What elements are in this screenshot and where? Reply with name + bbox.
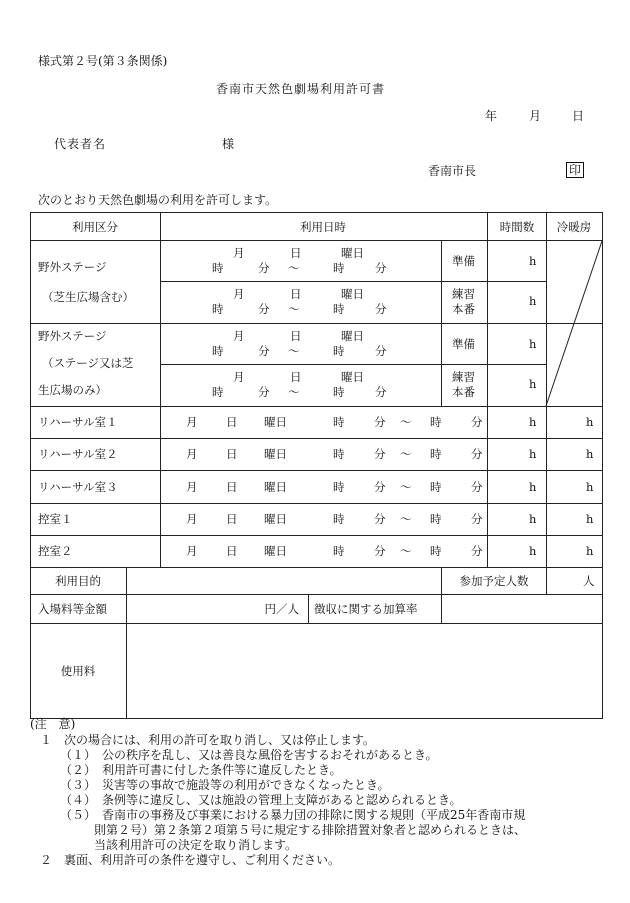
svg-text:月: 月 — [233, 329, 245, 343]
purpose-label: 利用目的 — [55, 574, 101, 588]
note-1-item-2: （２） 利用許可書に付した条件等に違反したとき。 — [60, 763, 342, 777]
svg-text:h: h — [586, 544, 594, 558]
svg-text:～: ～ — [400, 544, 412, 558]
svg-text:時: 時 — [212, 261, 224, 275]
svg-text:時: 時 — [333, 385, 345, 399]
svg-text:曜日: 曜日 — [341, 329, 364, 343]
note-1-item-5-cont2: 当該利用許可の決定を取り消します。 — [94, 838, 298, 852]
persons-unit: 人 — [583, 574, 595, 588]
svg-text:日: 日 — [290, 246, 302, 260]
svg-text:曜日: 曜日 — [341, 287, 364, 301]
note-1-item-5: （５） 香南市の事務及び事業における暴力団の排除に関する規則（平成25年香南市規 — [60, 808, 526, 822]
svg-text:日: 日 — [226, 480, 238, 494]
svg-text:リハーサル室１: リハーサル室１ — [38, 415, 118, 429]
svg-text:曜日: 曜日 — [341, 370, 364, 384]
hours-unit: h — [529, 377, 537, 391]
outdoor-stage-2-sub2: 生広場のみ） — [38, 383, 107, 397]
svg-text:分: 分 — [374, 480, 386, 494]
svg-text:分: 分 — [258, 302, 270, 316]
admission-label: 入場料等金額 — [38, 602, 107, 616]
header-category: 利用区分 — [72, 220, 118, 234]
svg-text:h: h — [529, 512, 537, 526]
svg-text:日: 日 — [226, 512, 238, 526]
note-1-item-3: （３） 災害等の事故で施設等の利用ができなくなったとき。 — [60, 778, 390, 792]
svg-text:時: 時 — [430, 415, 442, 429]
note-1-item-5-cont: 則第２号）第２条第２項第５号に規定する排除措置対象者と認められるときは、 — [94, 823, 527, 837]
prep-label: 準備 — [452, 337, 475, 351]
svg-text:h: h — [586, 447, 594, 461]
svg-text:控室２: 控室２ — [38, 544, 73, 558]
header-hours: 時間数 — [499, 220, 535, 234]
svg-text:曜日: 曜日 — [341, 246, 364, 260]
svg-text:時: 時 — [333, 344, 345, 358]
svg-text:時: 時 — [333, 512, 345, 526]
svg-text:月: 月 — [233, 246, 245, 260]
svg-text:日: 日 — [290, 329, 302, 343]
svg-text:h: h — [529, 415, 537, 429]
svg-text:～: ～ — [400, 447, 412, 461]
svg-text:日: 日 — [290, 287, 302, 301]
svg-text:分: 分 — [374, 512, 386, 526]
fee-label: 使用料 — [60, 664, 96, 678]
header-aircon: 冷暖房 — [556, 220, 592, 234]
svg-text:分: 分 — [471, 415, 483, 429]
outdoor-stage-2-title: 野外ステージ — [38, 329, 107, 343]
stage-datetime-row — [212, 329, 387, 358]
svg-text:h: h — [586, 480, 594, 494]
svg-text:月: 月 — [186, 544, 198, 558]
honorific: 様 — [222, 137, 235, 151]
svg-text:時: 時 — [333, 261, 345, 275]
svg-text:～: ～ — [288, 261, 300, 275]
note-2: ２ 裏面、利用許可の条件を遵守し、ご利用ください。 — [40, 853, 341, 867]
svg-text:h: h — [529, 447, 537, 461]
room-row — [38, 512, 594, 526]
svg-text:分: 分 — [471, 544, 483, 558]
svg-text:リハーサル室３: リハーサル室３ — [38, 480, 118, 494]
svg-text:分: 分 — [374, 544, 386, 558]
svg-text:分: 分 — [258, 261, 270, 275]
svg-text:～: ～ — [288, 344, 300, 358]
note-1-item-1: （１） 公の秩序を乱し、又は善良な風俗を害するおそれがあるとき。 — [60, 748, 438, 762]
representative-label: 代表者名 — [54, 137, 107, 151]
note-1: １ 次の場合には、利用の許可を取り消し、又は停止します。 — [40, 733, 376, 747]
svg-text:h: h — [529, 480, 537, 494]
svg-text:分: 分 — [471, 512, 483, 526]
svg-text:日: 日 — [226, 415, 238, 429]
hours-unit: h — [529, 294, 537, 308]
svg-text:曜日: 曜日 — [264, 544, 287, 558]
prep-label: 準備 — [452, 254, 475, 268]
svg-text:時: 時 — [430, 544, 442, 558]
svg-text:～: ～ — [288, 302, 300, 316]
svg-text:月: 月 — [186, 415, 198, 429]
svg-text:月: 月 — [233, 287, 245, 301]
svg-text:～: ～ — [400, 512, 412, 526]
room-row — [38, 544, 594, 558]
svg-text:時: 時 — [430, 447, 442, 461]
svg-text:分: 分 — [375, 302, 387, 316]
header-datetime: 利用日時 — [300, 220, 346, 234]
svg-text:～: ～ — [400, 415, 412, 429]
svg-text:月: 月 — [233, 370, 245, 384]
room-row — [38, 447, 594, 461]
note-1-item-4: （４） 条例等に違反し、又は施設の管理上支障があると認められるとき。 — [60, 793, 462, 807]
svg-text:時: 時 — [333, 447, 345, 461]
svg-text:分: 分 — [471, 480, 483, 494]
svg-text:時: 時 — [430, 512, 442, 526]
svg-text:h: h — [529, 544, 537, 558]
svg-text:リハーサル室２: リハーサル室２ — [38, 447, 118, 461]
mayor-label: 香南市長 — [428, 164, 477, 178]
svg-text:時: 時 — [333, 544, 345, 558]
seal-mark: 印 — [566, 162, 584, 178]
svg-text:控室１: 控室１ — [38, 512, 73, 526]
room-row — [38, 415, 594, 429]
svg-text:分: 分 — [258, 385, 270, 399]
stage-datetime-row — [212, 246, 387, 275]
attendees-label: 参加予定人数 — [459, 574, 529, 588]
notes-heading: (注 意) — [30, 717, 76, 731]
svg-text:曜日: 曜日 — [264, 415, 287, 429]
svg-text:時: 時 — [212, 344, 224, 358]
surcharge-label: 徴収に関する加算率 — [314, 602, 418, 616]
svg-text:時: 時 — [212, 302, 224, 316]
svg-text:分: 分 — [375, 261, 387, 275]
svg-text:曜日: 曜日 — [264, 480, 287, 494]
date-year: 年 — [485, 109, 498, 123]
performance-label: 本番 — [452, 385, 475, 399]
outdoor-stage-1-sub: （芝生広場含む） — [42, 290, 134, 304]
svg-text:日: 日 — [226, 447, 238, 461]
svg-text:月: 月 — [186, 512, 198, 526]
performance-label: 本番 — [452, 302, 475, 316]
svg-text:分: 分 — [375, 344, 387, 358]
stage-datetime-row — [212, 287, 387, 316]
hours-unit: h — [529, 337, 537, 351]
svg-text:～: ～ — [288, 385, 300, 399]
svg-text:分: 分 — [374, 447, 386, 461]
rehearsal-label: 練習 — [452, 370, 475, 384]
svg-text:日: 日 — [226, 544, 238, 558]
date-day: 日 — [572, 109, 585, 123]
svg-text:～: ～ — [400, 480, 412, 494]
svg-text:曜日: 曜日 — [264, 447, 287, 461]
room-row — [38, 480, 594, 494]
date-month: 月 — [529, 109, 542, 123]
svg-text:分: 分 — [374, 415, 386, 429]
outdoor-stage-1-title: 野外ステージ — [38, 260, 107, 274]
svg-text:分: 分 — [375, 385, 387, 399]
svg-text:分: 分 — [258, 344, 270, 358]
svg-text:分: 分 — [471, 447, 483, 461]
svg-text:月: 月 — [186, 447, 198, 461]
svg-text:日: 日 — [290, 370, 302, 384]
svg-text:時: 時 — [333, 302, 345, 316]
svg-text:曜日: 曜日 — [264, 512, 287, 526]
form-reference: 様式第２号(第３条関係) — [38, 54, 168, 68]
document-title: 香南市天然色劇場利用許可書 — [216, 82, 386, 96]
intro-text: 次のとおり天然色劇場の利用を許可します。 — [38, 193, 278, 207]
svg-text:時: 時 — [333, 415, 345, 429]
rehearsal-label: 練習 — [452, 287, 475, 301]
svg-text:時: 時 — [212, 385, 224, 399]
svg-text:h: h — [586, 415, 594, 429]
svg-text:時: 時 — [430, 480, 442, 494]
outdoor-stage-2-sub1: （ステージ又は芝 — [42, 356, 134, 370]
svg-text:h: h — [586, 512, 594, 526]
yen-per-person: 円／人 — [264, 602, 299, 616]
svg-text:時: 時 — [333, 480, 345, 494]
hours-unit: h — [529, 254, 537, 268]
stage-datetime-row — [212, 370, 387, 399]
svg-text:月: 月 — [186, 480, 198, 494]
